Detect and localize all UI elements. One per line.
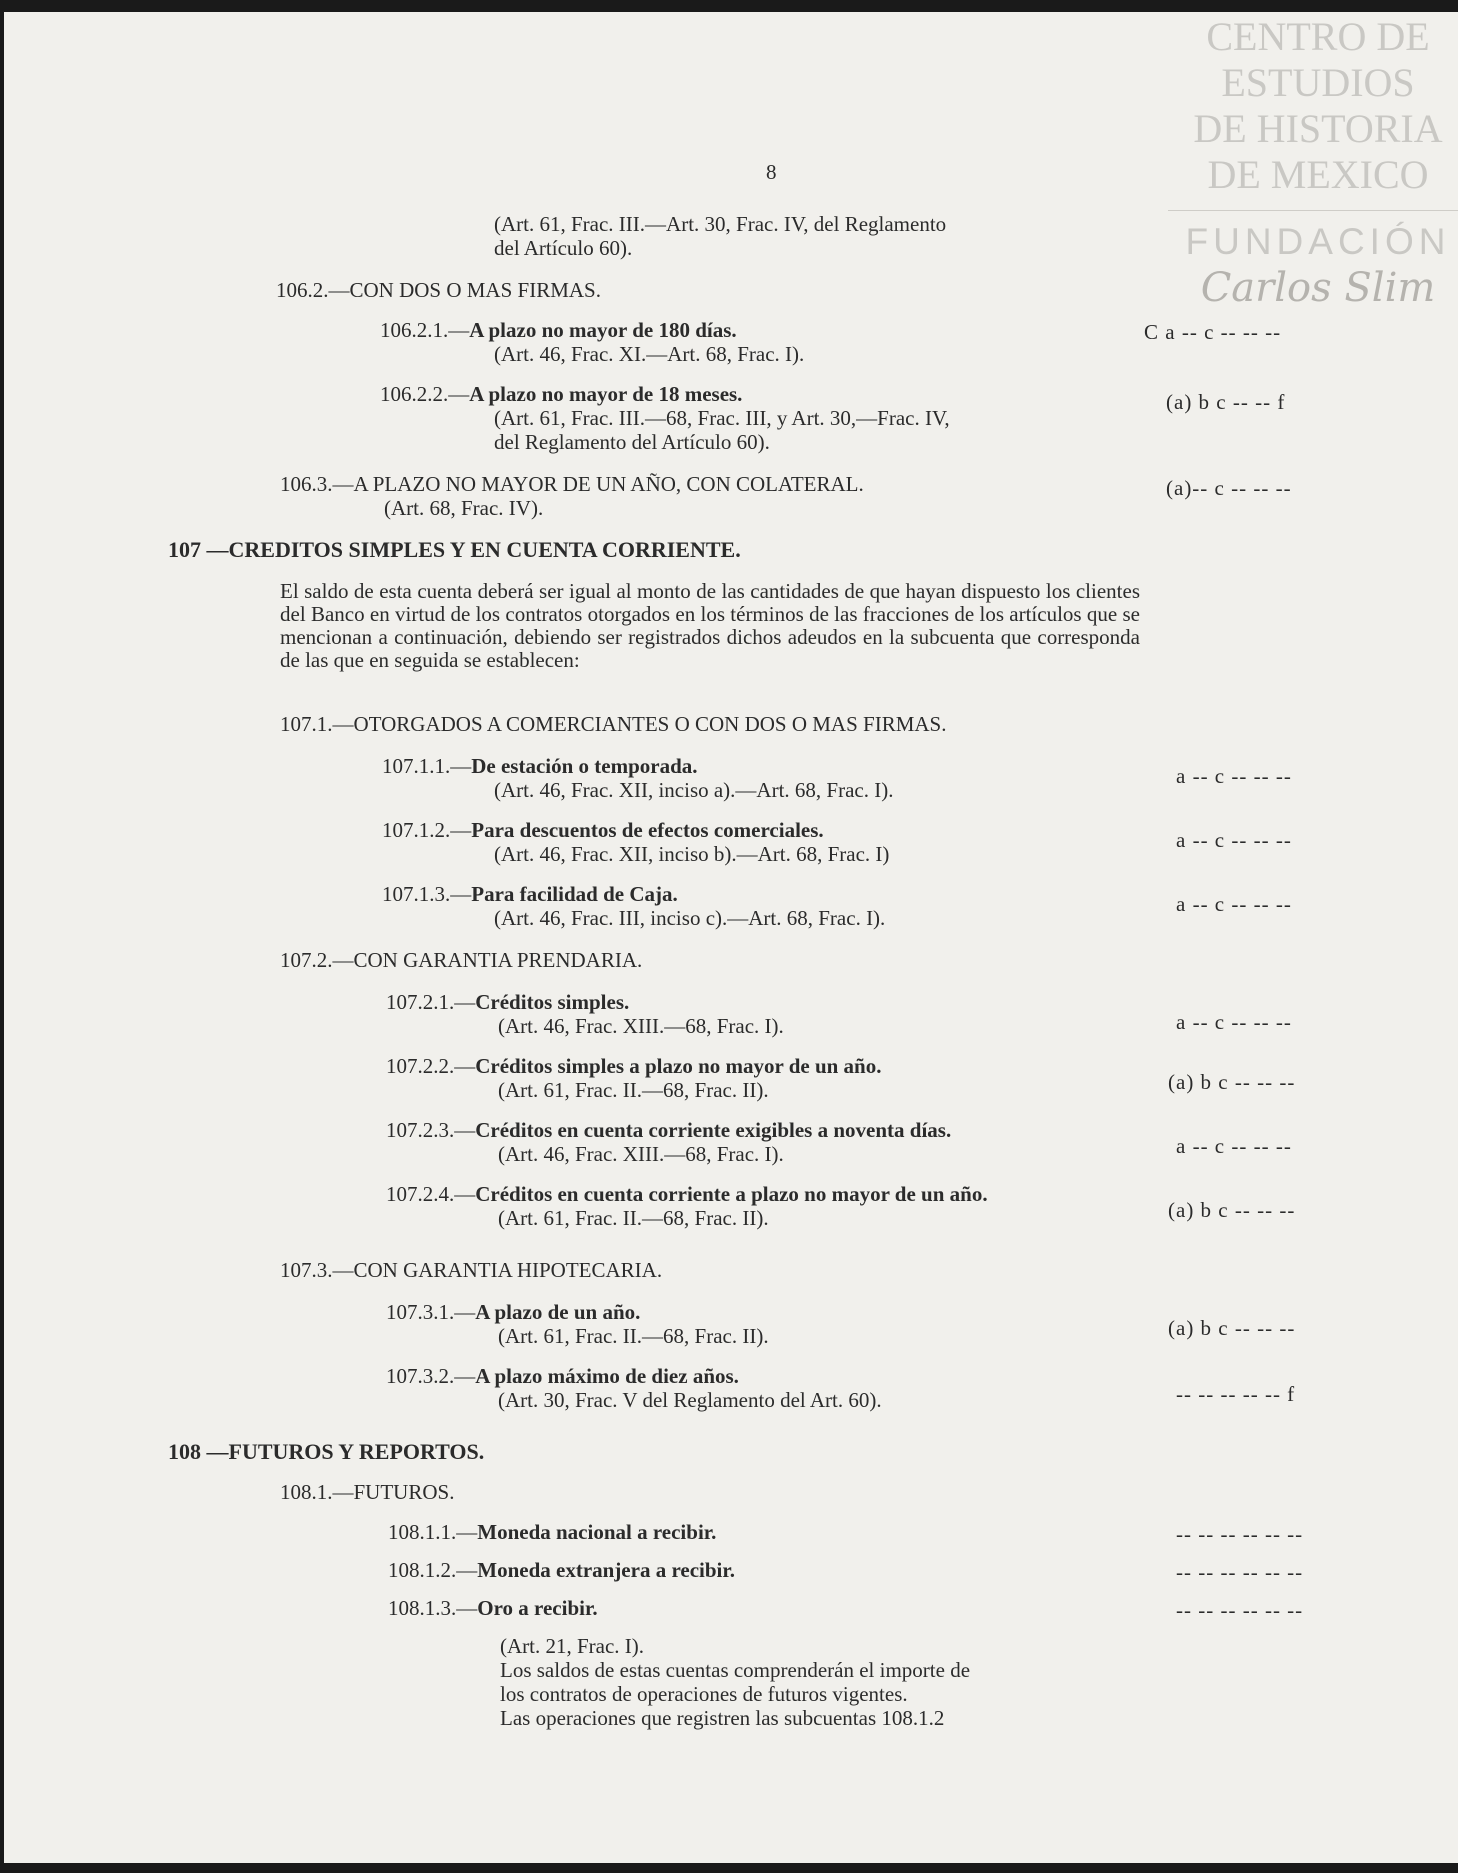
item-code: 106.2.2.—: [380, 382, 470, 406]
reference-text: del Artículo 60).: [494, 236, 633, 260]
item-code: 107.2.1.—: [386, 990, 476, 1014]
account-heading: 107 —CREDITOS SIMPLES Y EN CUENTA CORRIENTE.: [168, 537, 741, 562]
item-code: 107.2.3.—: [386, 1118, 476, 1142]
page-number: 8: [766, 160, 777, 184]
item-title: Oro a recibir.: [477, 1596, 598, 1620]
watermark-line: DE MEXICO: [1207, 152, 1429, 197]
reference-text: (Art. 30, Frac. V del Reglamento del Art. 60).: [498, 1388, 882, 1412]
column-flags: a -- c -- -- --: [1176, 1010, 1292, 1034]
column-flags: a -- c -- -- --: [1176, 828, 1292, 852]
account-heading: 108 —FUTUROS Y REPORTOS.: [168, 1439, 485, 1464]
item-code: 107.1.3.—: [382, 882, 472, 906]
reference-text: (Art. 68, Frac. IV).: [384, 496, 544, 520]
column-flags: a -- c -- -- --: [1176, 892, 1292, 916]
watermark-line: CENTRO DE: [1206, 14, 1430, 59]
item-title: Créditos simples a plazo no mayor de un año.: [475, 1054, 882, 1078]
item-title: Créditos en cuenta corriente a plazo no mayor de un año.: [475, 1182, 988, 1206]
reference-text: (Art. 46, Frac. XIII.—68, Frac. I).: [498, 1014, 784, 1038]
item-code: 107.2.2.—: [386, 1054, 476, 1078]
reference-text: (Art. 46, Frac. XII, inciso b).—Art. 68, Frac. I): [494, 842, 890, 866]
item-code: 108.1.3.—: [388, 1596, 478, 1620]
item-title: Moneda nacional a recibir.: [477, 1520, 717, 1544]
reference-text: (Art. 61, Frac. II.—68, Frac. II).: [498, 1206, 769, 1230]
archive-watermark: [1168, 14, 1458, 311]
item-code: 107.2.4.—: [386, 1182, 476, 1206]
section-heading: 106.2.—CON DOS O MAS FIRMAS.: [276, 278, 601, 302]
reference-text: (Art. 21, Frac. I).: [500, 1634, 645, 1658]
reference-text: (Art. 46, Frac. XII, inciso a).—Art. 68, Frac. I).: [494, 778, 894, 802]
column-flags: C a -- c -- -- --: [1144, 320, 1282, 344]
body-text: los contratos de operaciones de futuros vigentes.: [500, 1682, 908, 1706]
item-code: 107.1.2.—: [382, 818, 472, 842]
item-title: Créditos simples.: [475, 990, 630, 1014]
item-code: 108.1.2.—: [388, 1558, 478, 1582]
body-paragraph: El saldo de esta cuenta deberá ser igual al monto de las cantidades de que hayan dispuesto los clientes del Banco en virtud de los contratos otorgados en los términos de las fracciones de los artículos que se mencionan a continuación, debiendo ser registrados dichos adeudos en la subcuenta que corresponda de las que en seguida se establecen:: [280, 579, 1140, 672]
column-flags: -- -- -- -- -- --: [1176, 1560, 1304, 1584]
reference-text: (Art. 61, Frac. II.—68, Frac. II).: [498, 1078, 769, 1102]
document-page: [4, 12, 1458, 1863]
reference-text: (Art. 61, Frac. III.—Art. 30, Frac. IV, del Reglamento: [494, 212, 947, 236]
column-flags: (a) b c -- -- --: [1168, 1316, 1296, 1340]
item-code: 107.3.2.—: [386, 1364, 476, 1388]
item-code: 107.3.1.—: [386, 1300, 476, 1324]
item-title: Créditos en cuenta corriente exigibles a noventa días.: [475, 1118, 952, 1142]
reference-text: (Art. 61, Frac. III.—68, Frac. III, y Art. 30,—Frac. IV,: [494, 406, 950, 430]
watermark-signature: Carlos Slim: [1200, 265, 1436, 311]
body-text: Las operaciones que registren las subcuentas 108.1.2: [500, 1706, 945, 1730]
reference-text: del Reglamento del Artículo 60).: [494, 430, 770, 454]
column-flags: -- -- -- -- -- f: [1176, 1382, 1296, 1406]
section-heading: 107.3.—CON GARANTIA HIPOTECARIA.: [280, 1258, 663, 1282]
column-flags: (a) b c -- -- --: [1168, 1070, 1296, 1094]
item-title: A plazo no mayor de 18 meses.: [469, 382, 743, 406]
column-flags: (a) b c -- -- f: [1166, 390, 1286, 414]
item-title: Moneda extranjera a recibir.: [477, 1558, 736, 1582]
column-flags: (a) b c -- -- --: [1168, 1198, 1296, 1222]
item-code: 108.1.1.—: [388, 1520, 478, 1544]
watermark-line: ESTUDIOS: [1221, 60, 1415, 105]
reference-text: (Art. 61, Frac. II.—68, Frac. II).: [498, 1324, 769, 1348]
item-title: A plazo de un año.: [475, 1300, 641, 1324]
section-heading: 107.1.—OTORGADOS A COMERCIANTES O CON DOS O MAS FIRMAS.: [280, 712, 947, 736]
item-title: Para descuentos de efectos comerciales.: [471, 818, 824, 842]
column-flags: -- -- -- -- -- --: [1176, 1522, 1304, 1546]
section-heading: 107.2.—CON GARANTIA PRENDARIA.: [280, 948, 643, 972]
watermark-line: DE HISTORIA: [1193, 106, 1443, 151]
item-title: De estación o temporada.: [471, 754, 698, 778]
reference-text: (Art. 46, Frac. XIII.—68, Frac. I).: [498, 1142, 784, 1166]
reference-text: (Art. 46, Frac. III, inciso c).—Art. 68, Frac. I).: [494, 906, 886, 930]
item-code: 107.1.1.—: [382, 754, 472, 778]
item-title: Para facilidad de Caja.: [471, 882, 678, 906]
section-heading: 108.1.—FUTUROS.: [280, 1480, 455, 1504]
item-code: 106.2.1.—: [380, 318, 470, 342]
column-flags: -- -- -- -- -- --: [1176, 1598, 1304, 1622]
watermark-fundacion: FUNDACIÓN: [1185, 221, 1451, 262]
column-flags: a -- c -- -- --: [1176, 1134, 1292, 1158]
watermark-divider: [1168, 210, 1458, 211]
column-flags: a -- c -- -- --: [1176, 764, 1292, 788]
section-heading: 106.3.—A PLAZO NO MAYOR DE UN AÑO, CON COLATERAL.: [280, 472, 864, 496]
reference-text: (Art. 46, Frac. XI.—Art. 68, Frac. I).: [494, 342, 805, 366]
item-title: A plazo no mayor de 180 días.: [469, 318, 737, 342]
column-flags: (a)-- c -- -- --: [1166, 476, 1292, 500]
body-text: Los saldos de estas cuentas comprenderán el importe de: [500, 1658, 971, 1682]
item-title: A plazo máximo de diez años.: [475, 1364, 739, 1388]
